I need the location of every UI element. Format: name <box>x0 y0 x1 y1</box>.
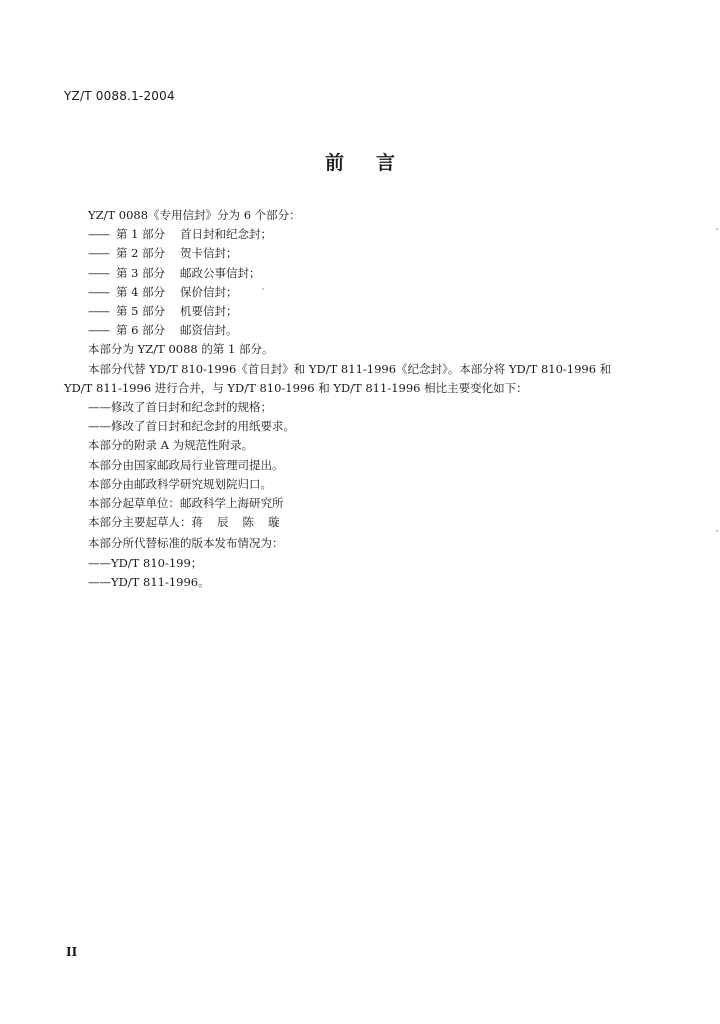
scan-speck <box>262 288 264 290</box>
drafting-unit-statement: 本部分起草单位：邮政科学上海研究所 <box>88 496 284 511</box>
intro-paragraph: YZ/T 0088《专用信封》分为 6 个部分： <box>88 208 301 222</box>
part-dash: —— <box>88 265 109 280</box>
history-item: ——YD/T 810-199； <box>88 555 203 570</box>
part-number: 第 3 部分 <box>116 265 166 280</box>
part-dash: —— <box>88 304 109 319</box>
part-item <box>64 321 660 340</box>
change-item: ——修改了首日封和纪念封的用纸要求。 <box>88 419 295 434</box>
proposer-statement: 本部分由国家邮政局行业管理司提出。 <box>88 457 284 472</box>
appendix-statement: 本部分的附录 A 为规范性附录。 <box>88 438 254 453</box>
replaces-line-2: YD/T 811-1996 进行合并，与 YD/T 810-1996 和 YD/T 811-1996 相比主要变化如下： <box>64 380 528 395</box>
part-number: 第 2 部分 <box>116 246 166 261</box>
part-number: 第 4 部分 <box>116 284 166 299</box>
part-dash: —— <box>88 284 109 299</box>
document-id: YZ/T 0088.1-2004 <box>64 89 175 103</box>
part-item <box>64 225 660 244</box>
part-name: 机要信封； <box>180 304 238 319</box>
part-item <box>64 283 660 302</box>
part-item <box>64 302 660 321</box>
part-dash: —— <box>88 246 109 261</box>
this-part-statement: 本部分为 YZ/T 0088 的第 1 部分。 <box>88 342 274 357</box>
part-name: 邮资信封。 <box>180 323 238 338</box>
part-name: 贺卡信封； <box>180 246 238 261</box>
title-char-2: 言 <box>376 152 396 174</box>
drafter-name-char: 蒋 <box>191 515 203 530</box>
replaces-line-1: 本部分代替 YD/T 810-1996《首日封》和 YD/T 811-1996《纪念封》。本部分将 YD/T 810-1996 和 <box>88 361 612 376</box>
drafter-name-char: 辰 <box>217 515 229 530</box>
scan-speck <box>716 228 718 230</box>
drafters-statement <box>64 513 660 532</box>
part-number: 第 1 部分 <box>116 227 166 242</box>
change-item: ——修改了首日封和纪念封的规格； <box>88 400 272 415</box>
history-item: ——YD/T 811-1996。 <box>88 574 210 589</box>
page-number: II <box>66 945 78 959</box>
drafter-name-char: 陈 <box>242 515 254 530</box>
scan-speck <box>716 530 718 532</box>
owner-statement: 本部分由邮政科学研究规划院归口。 <box>88 476 272 491</box>
part-dash: —— <box>88 323 109 338</box>
part-item <box>64 244 660 263</box>
part-dash: —— <box>88 227 109 242</box>
history-label: 本部分所代替标准的版本发布情况为： <box>88 536 284 551</box>
part-item <box>64 264 660 283</box>
part-number: 第 6 部分 <box>116 323 166 338</box>
foreword-body <box>64 206 660 592</box>
title-char-1: 前 <box>324 152 344 174</box>
part-name: 邮政公事信封； <box>180 265 261 280</box>
part-name: 保价信封； <box>180 284 238 299</box>
page-title <box>0 148 720 175</box>
part-name: 首日封和纪念封； <box>180 227 272 242</box>
part-number: 第 5 部分 <box>116 304 166 319</box>
drafters-label: 本部分主要起草人： <box>88 515 192 530</box>
drafter-name-char: 璇 <box>268 515 280 530</box>
